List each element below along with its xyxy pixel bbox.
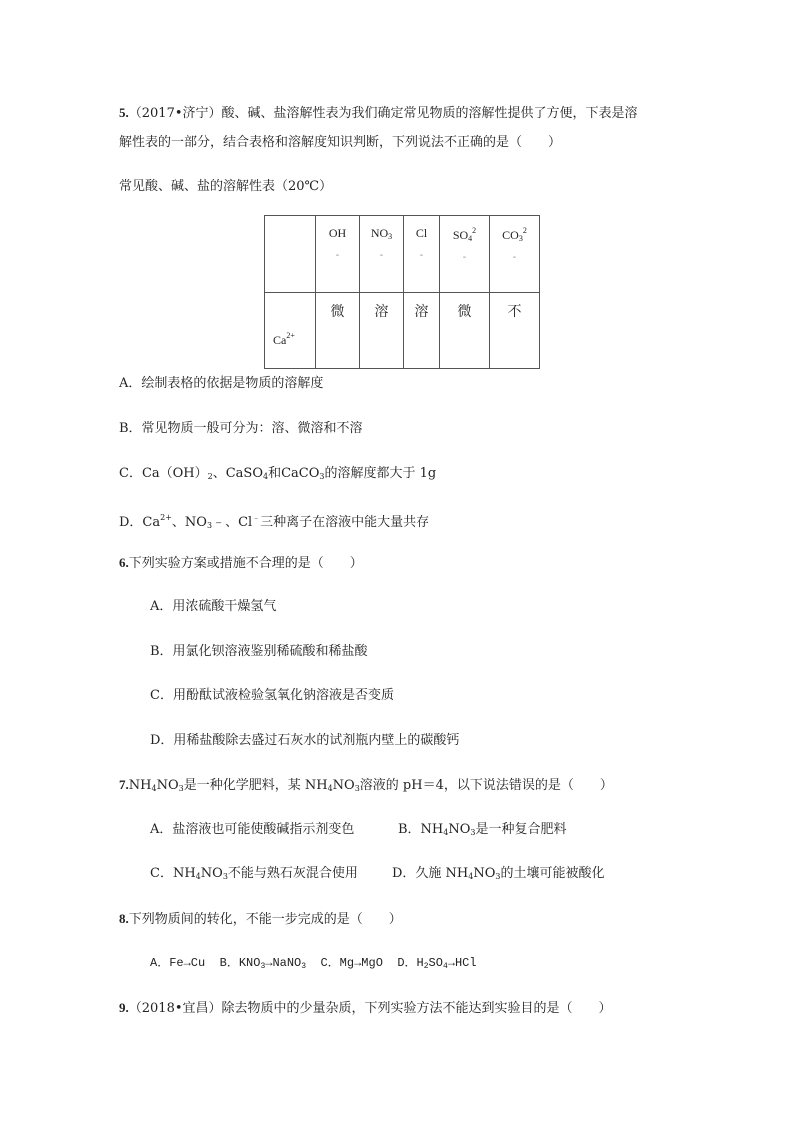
text: ﹣、Cl [212,515,253,530]
q5-option-c [119,464,436,487]
subscript: 3 [222,872,228,881]
table-header-cl [404,216,440,293]
text: →NaNO [265,956,302,970]
cation-label: Ca [273,333,287,347]
q5-number: 5. [119,105,129,120]
q9-number: 9. [119,1000,129,1015]
ion-label: SO [452,228,469,242]
ion-label: NO [370,226,389,240]
superscript: 2+ [160,513,172,522]
text: 三种离子在溶液中能大量共存 [260,515,430,530]
text: 、NO [171,515,207,530]
text: NO [156,778,179,793]
solubility-value: 微 [457,304,472,320]
ion-charge-dash: - [419,250,424,261]
q7-option-c [150,864,358,887]
q8-option-c: C．Mg→MgO [320,956,383,970]
subscript: 4 [195,872,201,881]
subscript: 2 [207,472,213,481]
subscript: 4 [443,828,449,837]
q5-option-a: A．绘制表格的依据是物质的溶解度 [119,376,324,391]
q7-option-d [392,864,605,887]
q5-option-d [119,508,429,536]
q6-option-c: C．用酚酞试液检验氢氧化钠溶液是否变质 [150,688,394,703]
text: 的溶解度都大于 1g [324,466,437,481]
q8-number: 8. [119,911,129,926]
q7-stem-line [119,775,613,799]
table-cell [316,293,360,369]
text: C．NH [150,866,196,881]
q9-stem: （2018•宜昌）除去物质中的少量杂质，下列实验方法不能达到实验目的是（ ） [128,1001,612,1016]
subscript: 3 [354,784,360,793]
table-cell [360,293,404,369]
text: 、CaSO [212,466,263,481]
ion-charge-dash: - [512,252,517,263]
cation-charge: 2+ [286,331,295,340]
q8-option-d [397,956,476,970]
solubility-table-title: 常见酸、碱、盐的溶解性表（20℃） [119,179,333,194]
q7-number: 7. [119,777,129,792]
ion-superscript: 2 [522,226,527,235]
table-row-label-ca [273,331,295,348]
table-header-co3 [490,216,540,293]
text: →HCl [447,956,477,970]
ion-charge-dash: - [462,252,467,263]
subscript: 3 [178,784,184,793]
ion-charge-dash: - [379,250,384,261]
subscript: 3 [470,828,476,837]
superscript: ﹣ [252,513,261,522]
table-cell [440,293,490,369]
q6-stem-line [119,553,363,574]
table-header-so4 [440,216,490,293]
text: D．久施 NH [392,866,469,881]
q8-stem: 下列物质间的转化，不能一步完成的是（ ） [128,912,402,927]
subscript: 4 [263,472,269,481]
solubility-value: 微 [330,304,345,320]
text: NO [448,822,471,837]
ion-superscript: 2 [472,226,477,235]
solubility-table [264,215,540,369]
text: 是一种化学肥料，某 NH [183,778,328,793]
text: NH [128,778,152,793]
subscript: 3 [495,872,501,881]
q8-options [150,953,477,977]
q8-option-a: A．Fe→Cu [150,956,206,970]
q5-line1 [119,103,638,124]
q9-stem-line [119,998,612,1019]
ion-subscript: 3 [518,234,523,243]
subscript: 2 [423,962,429,971]
subscript: 4 [327,784,333,793]
table-header-no3 [360,216,404,293]
q6-number: 6. [119,555,129,570]
text: 不能与熟石灰混合使用 [227,866,358,881]
q5-stem-line1: （2017•济宁）酸、碱、盐溶解性表为我们确定常见物质的溶解性提供了方便，下表是溶 [128,106,638,121]
q5-stem-line2: 解性表的一部分，结合表格和溶解度知识判断，下列说法不正确的是（ ） [119,135,562,150]
text: NO [332,778,355,793]
solubility-value: 溶 [414,304,429,320]
solubility-value: 不 [507,304,522,320]
subscript: 4 [468,872,474,881]
solubility-value: 溶 [374,304,389,320]
q5-option-b: B．常见物质一般可分为：溶、微溶和不溶 [119,421,363,436]
q7-option-b [398,820,567,843]
ion-subscript: 4 [468,234,473,243]
subscript: 4 [151,784,157,793]
text: 和CaCO [268,466,320,481]
q6-option-a: A．用浓硫酸干燥氢气 [150,599,277,614]
text: D．H [397,956,424,970]
text: SO [428,956,443,970]
text: NO [473,866,496,881]
ion-label: CO [502,228,519,242]
subscript: 3 [319,472,325,481]
ion-charge-dash: - [335,250,340,261]
table-cell [490,293,540,369]
text: B．KNO [219,956,261,970]
text: 的土壤可能被酸化 [500,866,605,881]
q8-stem-line [119,909,402,930]
text: D．Ca [119,515,161,530]
q6-option-d: D．用稀盐酸除去盛过石灰水的试剂瓶内壁上的碳酸钙 [150,733,460,748]
text: NO [200,866,223,881]
text: 溶液的 pH＝4，以下说法错误的是（ ） [359,778,613,793]
subscript: 3 [301,962,307,971]
q6-option-b: B．用氯化钡溶液鉴别稀硫酸和稀盐酸 [150,644,368,659]
ion-label: OH [328,226,347,240]
subscript: 3 [260,962,266,971]
q7-option-a: A．盐溶液也可能使酸碱指示剂变色 [150,822,355,837]
ion-label: Cl [415,226,428,240]
table-corner-cell [265,216,316,293]
table-header-oh [316,216,360,293]
q6-stem: 下列实验方案或措施不合理的是（ ） [128,556,363,571]
q8-option-b [220,956,306,970]
ion-subscript: 3 [388,232,393,241]
subscript: 3 [206,521,213,530]
text: C．Ca（OH） [119,466,208,481]
text: 是一种复合肥料 [475,822,567,837]
subscript: 4 [442,962,448,971]
table-cell [404,293,440,369]
text: B．NH [398,822,444,837]
